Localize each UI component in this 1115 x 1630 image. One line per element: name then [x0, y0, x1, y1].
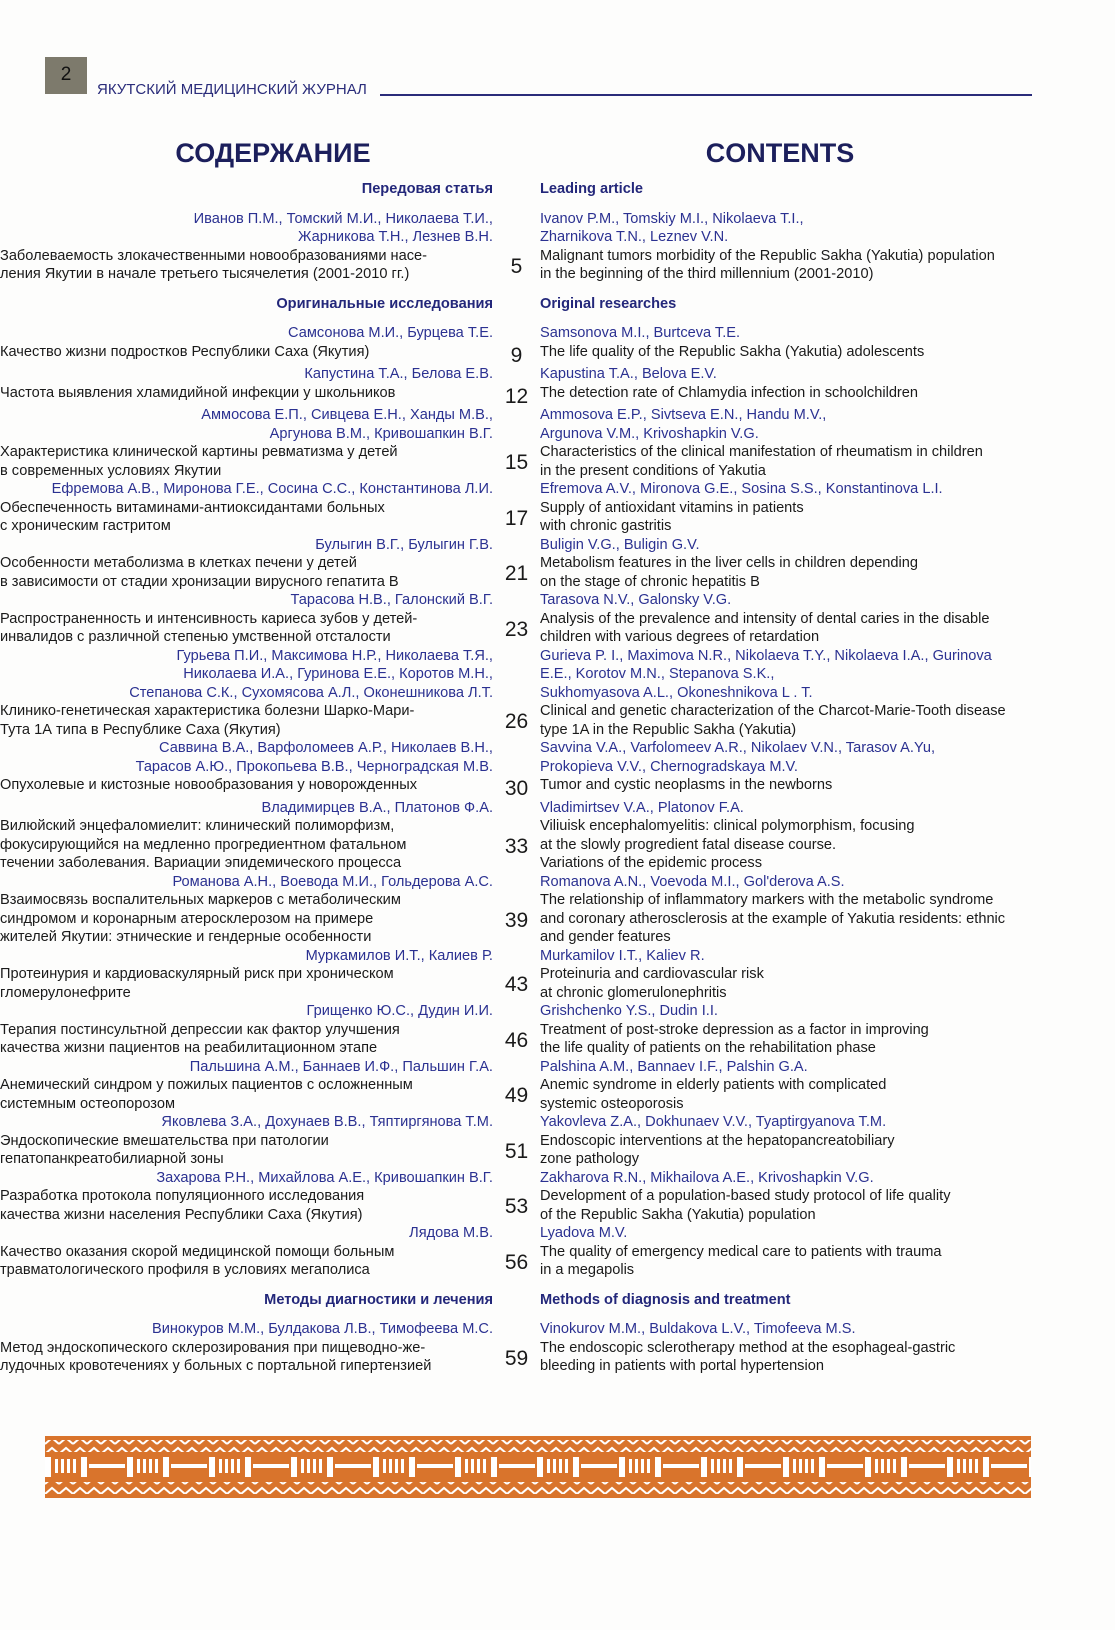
- authors-ru: [0, 947, 493, 966]
- page-number: 56: [504, 1250, 529, 1274]
- title-en: [540, 343, 1040, 366]
- authors-en: [540, 365, 1040, 384]
- title-ru: [0, 1076, 493, 1113]
- title-ru-line: жителей Якутии: этнические и гендерные особенности: [0, 929, 372, 945]
- authors-ru: [0, 1113, 493, 1132]
- authors-en: [540, 536, 1040, 555]
- title-ru-line: Качество оказания скорой медицинской помощи больным: [0, 1243, 395, 1260]
- toc-entry-authors: [0, 873, 1115, 892]
- title-en-line: Characteristics of the clinical manifestation of rheumatism in children: [540, 444, 983, 460]
- authors-en-line: Vladimirtsev V.A., Platonov F.A.: [540, 799, 744, 816]
- authors-ru-line: Тарасова Н.В., Галонский В.Г.: [290, 592, 493, 608]
- toc-entry-title: [0, 1076, 1115, 1113]
- toc-entry-title: [0, 1132, 1115, 1169]
- authors-en: [540, 406, 1040, 443]
- title-ru-line: Терапия постинсультной депрессии как фактор улучшения: [0, 1021, 400, 1038]
- toc-entry-title: [0, 384, 1115, 407]
- section-heading: [0, 295, 1115, 314]
- page-number: 43: [504, 973, 529, 997]
- page-number: 17: [504, 506, 529, 530]
- authors-ru-line: Тарасов А.Ю., Прокопьева В.В., Черноградская М.В.: [135, 758, 493, 775]
- spacer: [493, 647, 540, 703]
- title-ru-line: Обеспеченность витаминами-антиоксидантами больных: [0, 499, 385, 516]
- authors-ru-line: Муркамилов И.Т., Калиев Р.: [305, 947, 493, 964]
- table-of-contents: [0, 180, 1115, 1387]
- title-ru: [0, 1243, 493, 1280]
- title-ru-line: инвалидов с различной степенью умственной отсталости: [0, 629, 391, 645]
- title-ru-line: Качество жизни подростков Республики Саха (Якутия): [0, 343, 370, 360]
- title-en-line: and coronary atherosclerosis at the example of Yakutia residents: ethnic: [540, 910, 1006, 927]
- authors-ru-line: Гурьева П.И., Максимова Н.Р., Николаева Т.Я.,: [176, 647, 493, 664]
- spacer: [493, 1291, 540, 1310]
- authors-en-line: Vinokurov M.M., Buldakova L.V., Timofeeva M.S.: [540, 1321, 856, 1337]
- title-en: [540, 1243, 1040, 1280]
- title-en: [540, 1076, 1040, 1113]
- contents-title-en: CONTENTS: [705, 138, 855, 168]
- title-en: [540, 776, 1040, 799]
- title-ru-line: Клинико-генетическая характеристика болезни Шарко-Мари-: [0, 703, 415, 719]
- authors-en-line: Zakharova R.N., Mikhailova A.E., Krivoshapkin V.G.: [540, 1169, 874, 1186]
- toc-entry-title: [0, 247, 1115, 284]
- title-en-line: The detection rate of Chlamydia infection in schoolchildren: [540, 384, 919, 401]
- title-en: [540, 702, 1040, 739]
- toc-entry-title: [0, 610, 1115, 647]
- authors-en: [540, 1002, 1040, 1021]
- spacer: [493, 1224, 540, 1243]
- toc-entry-authors: [0, 591, 1115, 610]
- title-ru-line: течении заболевания. Вариации эпидемического процесса: [0, 855, 402, 871]
- authors-ru: [0, 647, 493, 703]
- spacer: [493, 406, 540, 443]
- spacer: [493, 1058, 540, 1077]
- title-ru: [0, 1021, 493, 1058]
- page-number: 9: [510, 343, 523, 367]
- section-heading-en: Original researches: [540, 295, 677, 312]
- authors-ru: [0, 1224, 493, 1243]
- spacer: [493, 480, 540, 499]
- authors-ru-line: Степанова С.К., Сухомясова А.Л., Оконешникова Л.Т.: [129, 684, 493, 701]
- contents-title-ru: СОДЕРЖАНИЕ: [175, 138, 371, 168]
- title-en: [540, 891, 1040, 947]
- title-en-line: in the beginning of the third millennium (2001-2010): [540, 266, 874, 282]
- authors-ru-line: Яковлева З.А., Дохунаев В.В., Тяптиргянова Т.М.: [161, 1114, 493, 1130]
- authors-en: [540, 1058, 1040, 1077]
- title-en: [540, 247, 1040, 284]
- section-gap: [0, 284, 1115, 295]
- title-en-line: Supply of antioxidant vitamins in patients: [540, 499, 804, 516]
- authors-ru: [0, 1002, 493, 1021]
- toc-entry-authors: [0, 1224, 1115, 1243]
- authors-en: [540, 647, 1040, 703]
- toc-entry-title: [0, 499, 1115, 536]
- title-ru: [0, 817, 493, 873]
- authors-en-line: Prokopieva V.V., Chernogradskaya M.V.: [540, 758, 798, 775]
- section-heading: [0, 180, 1115, 199]
- authors-en-line: Kapustina T.A., Belova E.V.: [540, 366, 717, 382]
- title-en-line: Metabolism features in the liver cells in children depending: [540, 555, 919, 571]
- title-en-line: The endoscopic sclerotherapy method at the esophageal-gastric: [540, 1339, 956, 1356]
- toc-entry-title: [0, 443, 1115, 480]
- title-ru: [0, 1339, 493, 1376]
- authors-ru-line: Иванов П.М., Томский М.И., Николаева Т.И.,: [193, 210, 493, 227]
- authors-en: [540, 591, 1040, 610]
- authors-en-line: Argunova V.M., Krivoshapkin V.G.: [540, 425, 759, 442]
- section-heading-en: Leading article: [540, 181, 643, 197]
- authors-en-line: Tarasova N.V., Galonsky V.G.: [540, 592, 732, 608]
- title-ru: [0, 1187, 493, 1224]
- spacer: [493, 799, 540, 818]
- title-en: [540, 817, 1040, 873]
- authors-en-line: Yakovleva Z.A., Dokhunaev V.V., Tyaptirgyanova T.M.: [540, 1114, 887, 1130]
- authors-ru-line: Булыгин В.Г., Булыгин Г.В.: [315, 536, 493, 553]
- authors-en-line: Samsonova M.I., Burtceva T.E.: [540, 325, 741, 341]
- authors-en-line: Grishchenko Y.S., Dudin I.I.: [540, 1003, 718, 1019]
- title-ru: [0, 499, 493, 536]
- title-en-line: The quality of emergency medical care to patients with trauma: [540, 1243, 942, 1260]
- title-en-line: bleeding in patients with portal hypertension: [540, 1358, 824, 1374]
- title-ru-line: Вилюйский энцефаломиелит: клинический полиморфизм,: [0, 818, 395, 834]
- title-en: [540, 610, 1040, 647]
- title-ru: [0, 610, 493, 647]
- toc-entry-authors: [0, 406, 1115, 443]
- authors-en-line: Sukhomyasova A.L., Okoneshnikova L . T.: [540, 684, 813, 701]
- title-ru: [0, 702, 493, 739]
- spacer: [493, 295, 540, 314]
- toc-entry-authors: [0, 739, 1115, 776]
- authors-ru-line: Аммосова Е.П., Сивцева Е.Н., Ханды М.В.,: [201, 407, 493, 423]
- title-ru: [0, 343, 493, 366]
- title-en: [540, 1339, 1040, 1376]
- authors-ru-line: Лядова М.В.: [409, 1225, 493, 1241]
- page-number: 5: [510, 254, 523, 278]
- authors-ru-line: Владимирцев В.А., Платонов Ф.А.: [261, 799, 493, 816]
- page-number: 49: [504, 1084, 529, 1108]
- authors-en-line: Palshina A.M., Bannaev I.F., Palshin G.A.: [540, 1058, 808, 1075]
- authors-en-line: Buligin V.G., Buligin G.V.: [540, 536, 700, 553]
- title-ru-line: лудочных кровотечениях у больных с портальной гипертензией: [0, 1358, 432, 1374]
- title-en-line: and gender features: [540, 929, 671, 945]
- section-gap: [0, 1280, 1115, 1291]
- authors-ru-line: Аргунова В.М., Кривошапкин В.Г.: [269, 425, 493, 442]
- authors-ru: [0, 591, 493, 610]
- title-en-line: of the Republic Sakha (Yakutia) population: [540, 1206, 816, 1223]
- authors-en-line: Savvina V.A., Varfolomeev A.R., Nikolaev V.N., Tarasov A.Yu,: [540, 740, 936, 756]
- title-ru: [0, 384, 493, 407]
- title-en-line: Treatment of post-stroke depression as a factor in improving: [540, 1021, 929, 1038]
- authors-ru-line: Захарова Р.Н., Михайлова А.Е., Кривошапкин В.Г.: [156, 1169, 493, 1186]
- title-en-line: Proteinuria and cardiovascular risk: [540, 966, 764, 982]
- title-en-line: in a megapolis: [540, 1262, 635, 1278]
- title-ru: [0, 891, 493, 947]
- page-number: 15: [504, 451, 529, 475]
- title-en-line: systemic osteoporosis: [540, 1095, 684, 1112]
- title-en: [540, 965, 1040, 1002]
- title-en-line: Clinical and genetic characterization of the Charcot-Marie-Tooth disease: [540, 703, 1006, 719]
- authors-en-line: E.E., Korotov M.N., Stepanova S.K.,: [540, 666, 775, 682]
- authors-ru-line: Винокуров М.М., Булдакова Л.В., Тимофеева М.С.: [151, 1321, 493, 1337]
- title-en-line: at chronic glomerulonephritis: [540, 984, 727, 1001]
- title-en-line: on the stage of chronic hepatitis B: [540, 573, 760, 590]
- title-ru-line: травматологического профиля в условиях мегаполиса: [0, 1262, 370, 1278]
- authors-ru: [0, 406, 493, 443]
- title-ru-line: Анемический синдром у пожилых пациентов с осложненным: [0, 1077, 413, 1093]
- spacer: [493, 365, 540, 384]
- toc-entry-authors: [0, 647, 1115, 703]
- page-number: 51: [504, 1139, 529, 1163]
- page-number: 30: [504, 777, 529, 800]
- journal-title: ЯКУТСКИЙ МЕДИЦИНСКИЙ ЖУРНАЛ: [97, 81, 367, 98]
- title-ru-line: ления Якутии в начале третьего тысячелетия (2001-2010 гг.): [0, 266, 410, 282]
- spacer: [493, 873, 540, 892]
- toc-entry-title: [0, 1187, 1115, 1224]
- title-ru-line: Тута 1А типа в Республике Саха (Якутия): [0, 721, 281, 738]
- section-heading: [0, 1291, 1115, 1310]
- authors-ru-line: Капустина Т.А., Белова Е.В.: [304, 366, 493, 382]
- toc-entry-title: [0, 343, 1115, 366]
- title-en-line: children with various degrees of retardation: [540, 629, 820, 645]
- header-rule: [380, 94, 1032, 96]
- toc-entry-authors: [0, 1002, 1115, 1021]
- toc-entry-title: [0, 554, 1115, 591]
- title-en: [540, 1021, 1040, 1058]
- title-ru-line: Заболеваемость злокачественными новообразованиями насе-: [0, 247, 427, 264]
- title-ru-line: Частота выявления хламидийной инфекции у школьников: [0, 384, 396, 401]
- authors-en: [540, 1224, 1040, 1243]
- toc-entry-title: [0, 702, 1115, 739]
- title-ru-line: в зависимости от стадии хронизации вирусного гепатита В: [0, 573, 399, 590]
- spacer: [493, 180, 540, 199]
- page-number: 23: [504, 617, 529, 641]
- title-ru-line: качества жизни населения Республики Саха (Якутия): [0, 1206, 363, 1223]
- ornament-border: [45, 1436, 1031, 1498]
- title-en: [540, 384, 1040, 407]
- title-en-line: Malignant tumors morbidity of the Republic Sakha (Yakutia) population: [540, 247, 995, 264]
- section-gap: [0, 1376, 1115, 1387]
- spacer: [493, 210, 540, 247]
- spacer: [493, 536, 540, 555]
- authors-ru-line: Самсонова М.И., Бурцева Т.Е.: [288, 325, 493, 341]
- section-heading-ru: Передовая статья: [361, 181, 493, 197]
- authors-ru-line: Романова А.Н., Воевода М.И., Гольдерова А.С.: [172, 873, 493, 890]
- authors-en: [540, 1320, 1040, 1339]
- toc-entry-authors: [0, 1113, 1115, 1132]
- toc-entry-authors: [0, 947, 1115, 966]
- spacer: [493, 591, 540, 610]
- toc-entry-authors: [0, 799, 1115, 818]
- page-number: 46: [504, 1028, 529, 1052]
- authors-en-line: Ivanov P.M., Tomskiy M.I., Nikolaeva T.I.,: [540, 210, 804, 227]
- toc-entry-title: [0, 965, 1115, 1002]
- authors-ru-line: Ефремова А.В., Миронова Г.Е., Сосина С.С., Константинова Л.И.: [51, 481, 493, 497]
- title-en-line: Variations of the epidemic process: [540, 855, 762, 871]
- title-en-line: zone pathology: [540, 1151, 639, 1167]
- authors-ru: [0, 1169, 493, 1188]
- authors-ru: [0, 739, 493, 776]
- spacer: [493, 947, 540, 966]
- title-ru-line: системным остеопорозом: [0, 1095, 175, 1112]
- title-ru-line: Разработка протокола популяционного исследования: [0, 1188, 365, 1204]
- authors-en: [540, 1169, 1040, 1188]
- toc-entry-authors: [0, 210, 1115, 247]
- spacer: [493, 1169, 540, 1188]
- title-en: [540, 1187, 1040, 1224]
- page-number: 39: [504, 908, 529, 932]
- title-ru-line: с хроническим гастритом: [0, 518, 171, 534]
- toc-entry-title: [0, 891, 1115, 947]
- title-ru-line: Опухолевые и кистозные новообразования у новорожденных: [0, 777, 417, 793]
- authors-en-line: Lyadova M.V.: [540, 1225, 628, 1241]
- page-number: 33: [504, 834, 529, 858]
- title-en-line: The life quality of the Republic Sakha (Yakutia) adolescents: [540, 343, 925, 360]
- spacer: [493, 324, 540, 343]
- authors-ru-line: Грищенко Ю.С., Дудин И.И.: [306, 1003, 493, 1019]
- title-en-line: at the slowly progredient fatal disease course.: [540, 836, 837, 853]
- toc-entry-title: [0, 1021, 1115, 1058]
- page-number: 21: [504, 562, 529, 586]
- authors-en: [540, 799, 1040, 818]
- authors-en-line: Ammosova E.P., Sivtseva E.N., Handu M.V.,: [540, 407, 827, 423]
- authors-en-line: Murkamilov I.T., Kaliev R.: [540, 947, 705, 964]
- title-ru-line: Метод эндоскопического склерозирования при пищеводно-же-: [0, 1339, 426, 1356]
- authors-ru: [0, 1058, 493, 1077]
- title-en: [540, 554, 1040, 591]
- title-en-line: The relationship of inflammatory markers with the metabolic syndrome: [540, 892, 994, 908]
- page-number-box: 2: [45, 57, 87, 94]
- section-heading-en: Methods of diagnosis and treatment: [540, 1291, 791, 1308]
- authors-en-line: Gurieva P. I., Maximova N.R., Nikolaeva T.Y., Nikolaeva I.A., Gurinova: [540, 647, 992, 664]
- title-ru-line: синдромом и коронарным атеросклерозом на примере: [0, 910, 374, 927]
- toc-entry-authors: [0, 1058, 1115, 1077]
- title-en-line: Development of a population-based study protocol of life quality: [540, 1188, 951, 1204]
- title-en: [540, 443, 1040, 480]
- title-ru-line: Протеинурия и кардиоваскулярный риск при хроническом: [0, 966, 394, 982]
- toc-entry-authors: [0, 1169, 1115, 1188]
- authors-en: [540, 1113, 1040, 1132]
- authors-en: [540, 873, 1040, 892]
- title-en-line: the life quality of patients on the rehabilitation phase: [540, 1040, 876, 1056]
- title-en-line: with chronic gastritis: [540, 518, 672, 534]
- title-ru: [0, 776, 493, 799]
- toc-entry-authors: [0, 1320, 1115, 1339]
- authors-ru: [0, 210, 493, 247]
- spacer: [493, 1002, 540, 1021]
- toc-entry-authors: [0, 480, 1115, 499]
- title-ru-line: Особенности метаболизма в клетках печени у детей: [0, 555, 357, 571]
- toc-entry-authors: [0, 365, 1115, 384]
- title-en-line: Anemic syndrome in elderly patients with complicated: [540, 1077, 887, 1093]
- title-en-line: type 1A in the Republic Sakha (Yakutia): [540, 721, 797, 738]
- title-ru: [0, 554, 493, 591]
- authors-ru-line: Пальшина А.М., Баннаев И.Ф., Пальшин Г.А.: [189, 1058, 493, 1075]
- toc-entry-title: [0, 1243, 1115, 1280]
- toc-entry-authors: [0, 536, 1115, 555]
- authors-ru: [0, 536, 493, 555]
- page-number: 12: [504, 384, 529, 408]
- title-en-line: Tumor and cystic neoplasms in the newborns: [540, 777, 833, 793]
- title-ru: [0, 443, 493, 480]
- authors-en: [540, 739, 1040, 776]
- authors-ru: [0, 1320, 493, 1339]
- title-ru-line: фокусирующийся на медленно прогредиентном фатальном: [0, 836, 407, 853]
- section-heading-ru: Методы диагностики и лечения: [264, 1291, 493, 1308]
- spacer: [493, 739, 540, 776]
- title-ru-line: Взаимосвязь воспалительных маркеров с метаболическим: [0, 892, 401, 908]
- title-ru-line: качества жизни пациентов на реабилитационном этапе: [0, 1040, 378, 1056]
- page-number: 26: [504, 710, 529, 734]
- title-en-line: Endoscopic interventions at the hepatopancreatobiliary: [540, 1132, 895, 1149]
- authors-en-line: Romanova A.N., Voevoda M.I., Gol'derova A.S.: [540, 873, 845, 890]
- title-en-line: Viliuisk encephalomyelitis: clinical polymorphism, focusing: [540, 818, 915, 834]
- authors-en: [540, 947, 1040, 966]
- authors-ru-line: Жарникова Т.Н., Лезнев В.Н.: [298, 229, 493, 245]
- title-en: [540, 1132, 1040, 1169]
- authors-en-line: Efremova A.V., Mironova G.E., Sosina S.S., Konstantinova L.I.: [540, 481, 943, 497]
- page-number: 59: [504, 1346, 529, 1370]
- authors-en-line: Zharnikova T.N., Leznev V.N.: [540, 229, 729, 245]
- authors-en: [540, 210, 1040, 247]
- title-ru: [0, 1132, 493, 1169]
- toc-entry-title: [0, 1339, 1115, 1376]
- title-ru-line: Распространенность и интенсивность кариеса зубов у детей-: [0, 610, 418, 627]
- title-ru: [0, 247, 493, 284]
- section-heading-ru: Оригинальные исследования: [276, 295, 493, 312]
- spacer: [493, 1320, 540, 1339]
- authors-en: [540, 324, 1040, 343]
- title-ru-line: в современных условиях Якутии: [0, 462, 222, 479]
- title-ru-line: гепатопанкреатобилиарной зоны: [0, 1151, 224, 1167]
- title-ru: [0, 965, 493, 1002]
- authors-ru: [0, 324, 493, 343]
- title-en: [540, 499, 1040, 536]
- authors-ru-line: Николаева И.А., Гуринова Е.Е., Коротов М.Н.,: [183, 666, 493, 682]
- title-en-line: Analysis of the prevalence and intensity of dental caries in the disable: [540, 610, 990, 627]
- spacer: [493, 1113, 540, 1132]
- authors-ru: [0, 365, 493, 384]
- authors-en: [540, 480, 1040, 499]
- authors-ru: [0, 799, 493, 818]
- title-en-line: in the present conditions of Yakutia: [540, 462, 766, 479]
- toc-entry-title: [0, 776, 1115, 799]
- toc-entry-title: [0, 817, 1115, 873]
- title-ru-line: Эндоскопические вмешательства при патологии: [0, 1132, 329, 1149]
- title-ru-line: Характеристика клинической картины ревматизма у детей: [0, 444, 398, 460]
- title-ru-line: гломерулонефрите: [0, 984, 131, 1001]
- page-number: 53: [504, 1195, 529, 1219]
- authors-ru: [0, 873, 493, 892]
- toc-entry-authors: [0, 324, 1115, 343]
- authors-ru: [0, 480, 493, 499]
- authors-ru-line: Саввина В.А., Варфоломеев А.Р., Николаев В.Н.,: [159, 740, 493, 756]
